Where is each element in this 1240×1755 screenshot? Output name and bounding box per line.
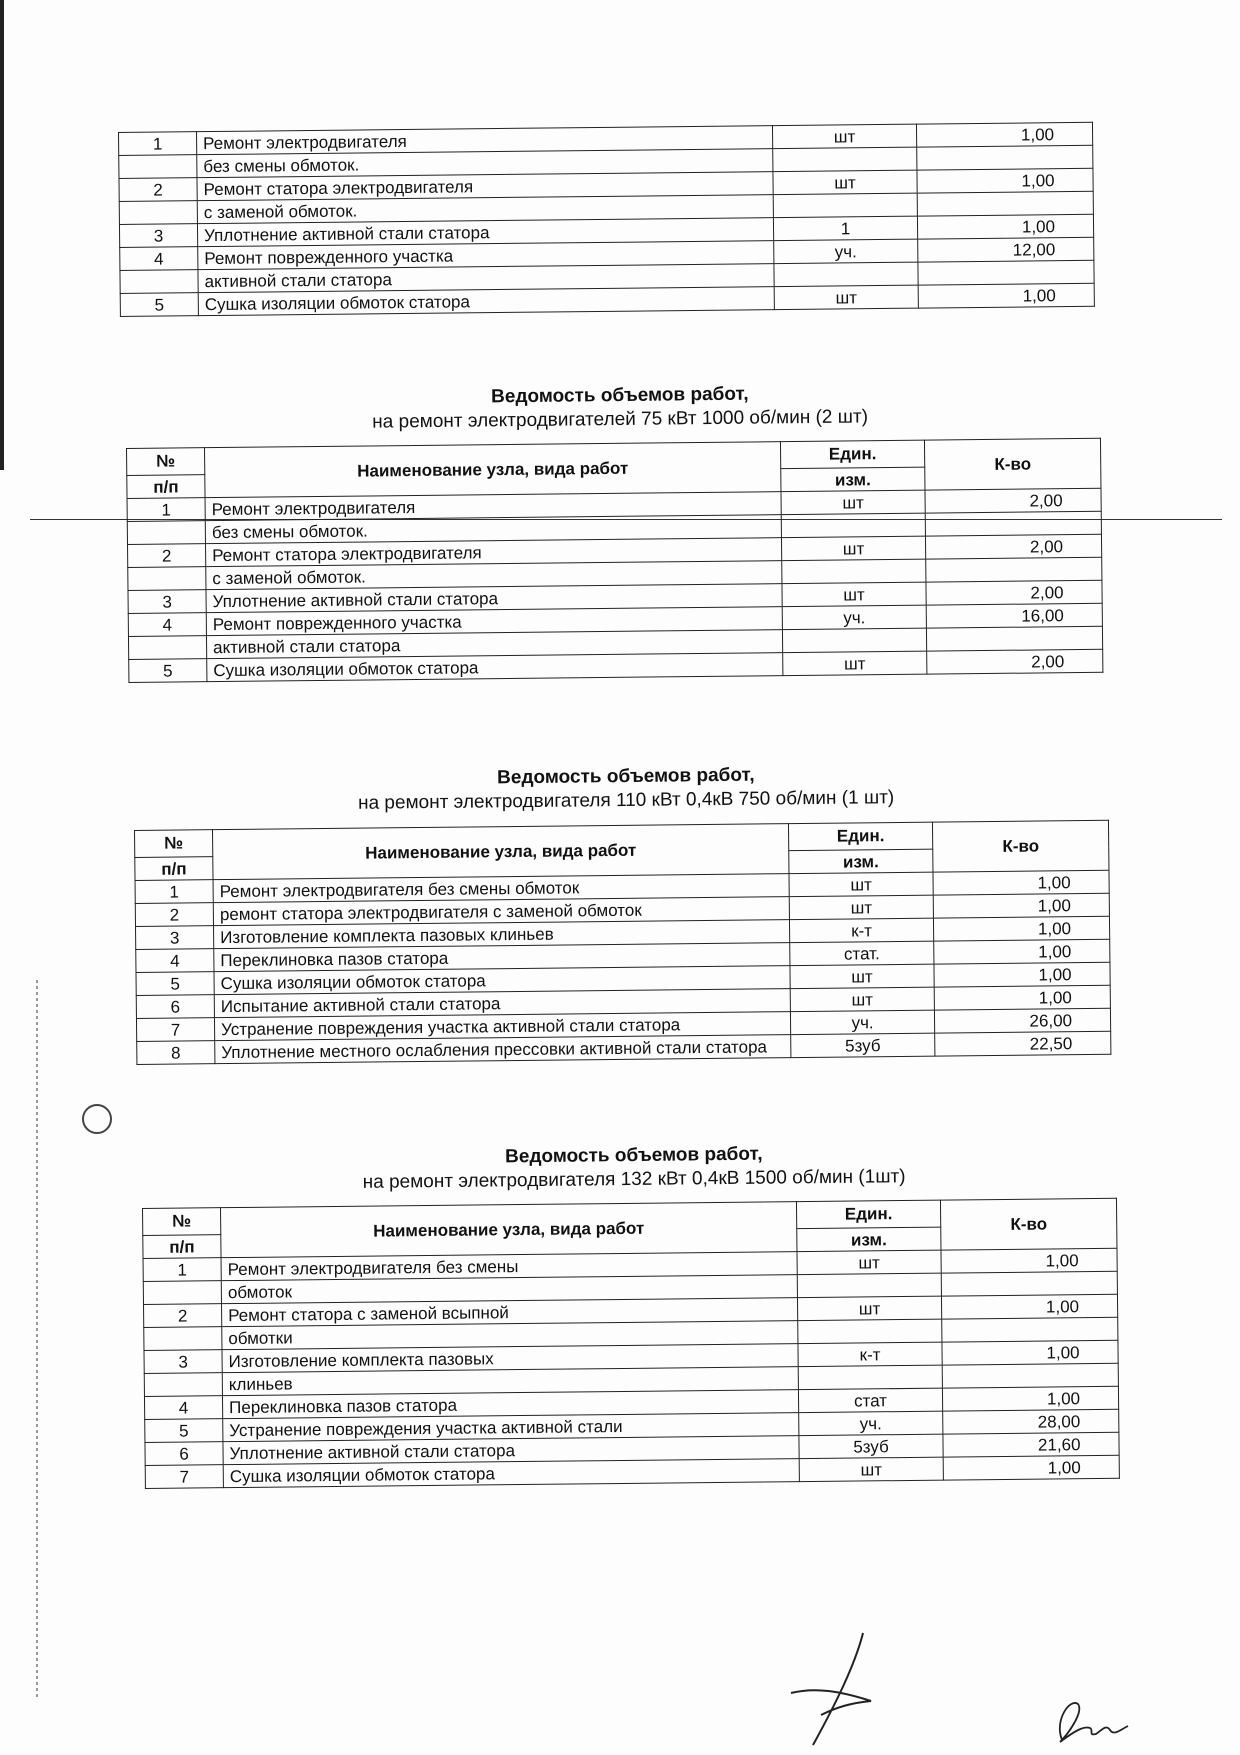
- row-number: 5: [136, 972, 214, 996]
- row-unit: уч.: [782, 605, 926, 630]
- row-name: обмоток: [221, 1275, 797, 1304]
- row-name: без смены обмоток.: [197, 149, 773, 178]
- row-number: [119, 155, 197, 179]
- row-unit: к-т: [789, 918, 933, 943]
- section-4-subtitle: на ремонт электродвигателя 132 кВт 0,4кВ 1500 об/мин (1шт): [362, 1166, 906, 1193]
- row-qty: [918, 260, 1094, 285]
- row-unit: [782, 559, 926, 584]
- row-number: [127, 521, 205, 545]
- row-number: 2: [144, 1304, 222, 1328]
- row-name: Уплотнение активной стали статора: [206, 584, 782, 613]
- row-number: [128, 567, 206, 591]
- row-number: 7: [145, 1465, 223, 1489]
- section-4-title: Ведомость объемов работ,: [505, 1143, 763, 1168]
- row-unit: к-т: [798, 1342, 942, 1367]
- row-qty: 1,00: [934, 985, 1110, 1010]
- row-number: 5: [129, 659, 207, 683]
- row-qty: 1,00: [933, 870, 1109, 895]
- work-table-4: [142, 1198, 1120, 1489]
- row-name: Переклиновка пазов статора: [222, 1390, 798, 1419]
- row-number: 1: [143, 1258, 221, 1282]
- row-name: Устранение повреждения участка активной стали: [223, 1413, 799, 1442]
- row-unit: шт: [772, 124, 916, 149]
- row-qty: 1,00: [942, 1386, 1118, 1411]
- row-number: 6: [136, 995, 214, 1019]
- row-qty: 1,00: [933, 916, 1109, 941]
- row-qty: 1,00: [933, 893, 1109, 918]
- row-qty: 22,50: [935, 1031, 1111, 1056]
- section-2-subtitle: на ремонт электродвигателей 75 кВт 1000 об/мин (2 шт): [372, 406, 869, 433]
- row-unit: шт: [773, 170, 917, 195]
- row-number: [144, 1327, 222, 1351]
- row-name: Сушка изоляции обмоток статора: [223, 1459, 799, 1488]
- row-name: Ремонт поврежденного участка: [206, 607, 782, 636]
- row-number: 6: [145, 1442, 223, 1466]
- row-name: Сушка изоляции обмоток статора: [198, 287, 774, 316]
- row-qty: 1,00: [941, 1294, 1117, 1319]
- row-unit: 5зуб: [799, 1434, 943, 1459]
- col-unit-header-2: изм.: [781, 467, 925, 492]
- row-unit: шт: [789, 895, 933, 920]
- row-unit: шт: [782, 582, 926, 607]
- col-num-header: №: [135, 830, 213, 858]
- row-name: ремонт статора электродвигателя с заменой обмоток: [213, 897, 789, 926]
- signature-1: [785, 1625, 895, 1755]
- col-unit-header: Един.: [796, 1200, 940, 1229]
- punch-hole-mark: [82, 1104, 112, 1134]
- row-qty: [917, 145, 1093, 170]
- row-number: 8: [137, 1041, 215, 1065]
- row-name: клиньев: [222, 1367, 798, 1396]
- section-3-title: Ведомость объемов работ,: [497, 764, 755, 789]
- signature-2: [1050, 1690, 1140, 1750]
- row-unit: стат: [798, 1388, 942, 1413]
- row-qty: 21,60: [943, 1432, 1119, 1457]
- row-unit: 5зуб: [791, 1033, 935, 1058]
- row-unit: [773, 193, 917, 218]
- row-name: Ремонт статора электродвигателя: [197, 172, 773, 201]
- row-unit: шт: [781, 490, 925, 515]
- row-unit: шт: [797, 1250, 941, 1275]
- row-unit: шт: [790, 987, 934, 1012]
- col-qty-header: К-во: [940, 1198, 1117, 1250]
- row-name: Ремонт электродвигателя без смены: [221, 1252, 797, 1281]
- row-number: 1: [127, 498, 205, 522]
- row-unit: [798, 1365, 942, 1390]
- row-unit: [773, 147, 917, 172]
- row-number: 2: [135, 903, 213, 927]
- row-name: Изготовление комплекта пазовых: [222, 1344, 798, 1373]
- row-number: [120, 270, 198, 294]
- row-name: Испытание активной стали статора: [214, 989, 790, 1018]
- row-unit: шт: [797, 1296, 941, 1321]
- row-number: 4: [128, 613, 206, 637]
- row-qty: 1,00: [918, 283, 1094, 308]
- col-unit-header-2: изм.: [789, 849, 933, 874]
- row-name: Ремонт статора электродвигателя: [206, 538, 782, 567]
- row-qty: 16,00: [926, 603, 1102, 628]
- col-num-header-2: п/п: [143, 1235, 221, 1259]
- scan-edge-mark: [0, 0, 4, 470]
- row-qty: 1,00: [917, 214, 1093, 239]
- col-num-header-2: п/п: [127, 475, 205, 499]
- section-3-heading: [126, 760, 1126, 818]
- row-name: Сушка изоляции обмоток статора: [207, 653, 783, 682]
- row-unit: [782, 628, 926, 653]
- row-unit: шт: [783, 651, 927, 676]
- row-name: активной стали статора: [206, 630, 782, 659]
- row-qty: 1,00: [917, 168, 1093, 193]
- row-number: 1: [119, 132, 197, 156]
- row-name: Изготовление комплекта пазовых клиньев: [214, 920, 790, 949]
- row-name: Уплотнение местного ослабления прессовки активной стали статора: [215, 1035, 791, 1064]
- row-name: активной стали статора: [198, 264, 774, 293]
- row-number: [119, 201, 197, 225]
- row-unit: [797, 1273, 941, 1298]
- col-qty-header: К-во: [924, 438, 1101, 490]
- col-num-header: №: [127, 448, 205, 476]
- row-number: 3: [136, 926, 214, 950]
- row-number: 3: [144, 1350, 222, 1374]
- row-unit: уч.: [790, 1010, 934, 1035]
- row-qty: 1,00: [941, 1248, 1117, 1273]
- row-unit: шт: [789, 872, 933, 897]
- row-number: 1: [135, 880, 213, 904]
- work-table-3: [134, 820, 1111, 1065]
- row-qty: 1,00: [934, 939, 1110, 964]
- row-name: Уплотнение активной стали статора: [197, 218, 773, 247]
- row-name: Переклиновка пазов статора: [214, 943, 790, 972]
- row-unit: [774, 262, 918, 287]
- row-number: [144, 1373, 222, 1397]
- work-table-2: [126, 438, 1103, 683]
- col-unit-header: Един.: [780, 440, 924, 469]
- row-unit: [798, 1319, 942, 1344]
- row-number: 5: [145, 1419, 223, 1443]
- row-unit: шт: [790, 964, 934, 989]
- row-qty: [942, 1363, 1118, 1388]
- col-unit-header-2: изм.: [797, 1227, 941, 1252]
- row-unit: 1: [773, 216, 917, 241]
- row-qty: 28,00: [943, 1409, 1119, 1434]
- row-qty: 1,00: [916, 122, 1092, 147]
- row-number: 2: [128, 544, 206, 568]
- row-unit: шт: [774, 285, 918, 310]
- col-name-header: Наименование узла, вида работ: [213, 824, 789, 880]
- row-qty: [917, 191, 1093, 216]
- row-unit: шт: [799, 1457, 943, 1482]
- row-number: [128, 636, 206, 660]
- row-unit: уч.: [774, 239, 918, 264]
- row-name: Ремонт поврежденного участка: [198, 241, 774, 270]
- section-4-heading: [134, 1139, 1134, 1197]
- row-qty: [942, 1317, 1118, 1342]
- row-name: без смены обмоток.: [205, 515, 781, 544]
- work-table-1: [118, 122, 1095, 317]
- row-unit: стат.: [790, 941, 934, 966]
- row-name: Сушка изоляции обмоток статора: [214, 966, 790, 995]
- col-name-header: Наименование узла, вида работ: [221, 1202, 797, 1258]
- row-qty: 2,00: [926, 580, 1102, 605]
- section-3-subtitle: на ремонт электродвигателя 110 кВт 0,4кВ 750 об/мин (1 шт): [357, 787, 895, 814]
- row-name: Ремонт статора с заменой всыпной: [222, 1298, 798, 1327]
- scan-edge-dots: [36, 980, 38, 1700]
- row-qty: 2,00: [925, 488, 1101, 513]
- col-unit-header: Един.: [788, 822, 932, 851]
- row-unit: уч.: [799, 1411, 943, 1436]
- row-number: 5: [120, 293, 198, 317]
- section-2-heading: [120, 379, 1120, 437]
- col-qty-header: К-во: [932, 820, 1109, 872]
- row-unit: [781, 513, 925, 538]
- row-unit: шт: [781, 536, 925, 561]
- row-name: обмотки: [222, 1321, 798, 1350]
- row-qty: 12,00: [918, 237, 1094, 262]
- row-name: с заменой обмоток.: [206, 561, 782, 590]
- row-number: 2: [119, 178, 197, 202]
- row-name: Устранение повреждения участка активной стали статора: [214, 1012, 790, 1041]
- row-number: 3: [119, 224, 197, 248]
- row-qty: 2,00: [925, 534, 1101, 559]
- row-number: 3: [128, 590, 206, 614]
- row-qty: 2,00: [927, 649, 1103, 674]
- row-number: 4: [120, 247, 198, 271]
- row-name: Ремонт электродвигателя: [197, 126, 773, 155]
- row-qty: 1,00: [942, 1340, 1118, 1365]
- col-name-header: Наименование узла, вида работ: [205, 442, 781, 498]
- row-name: Ремонт электродвигателя: [205, 492, 781, 521]
- row-name: Ремонт электродвигателя без смены обмоток: [213, 874, 789, 903]
- section-2-title: Ведомость объемов работ,: [491, 383, 749, 408]
- row-qty: [941, 1271, 1117, 1296]
- row-number: 7: [136, 1018, 214, 1042]
- row-name: с заменой обмоток.: [197, 195, 773, 224]
- row-name: Уплотнение активной стали статора: [223, 1436, 799, 1465]
- row-qty: 1,00: [934, 962, 1110, 987]
- row-number: 4: [136, 949, 214, 973]
- row-number: [143, 1281, 221, 1305]
- col-num-header-2: п/п: [135, 857, 213, 881]
- row-qty: [926, 557, 1102, 582]
- row-qty: [926, 626, 1102, 651]
- row-qty: 26,00: [934, 1008, 1110, 1033]
- row-qty: [925, 511, 1101, 536]
- row-qty: 1,00: [943, 1455, 1119, 1480]
- row-number: 4: [144, 1396, 222, 1420]
- col-num-header: №: [143, 1208, 221, 1236]
